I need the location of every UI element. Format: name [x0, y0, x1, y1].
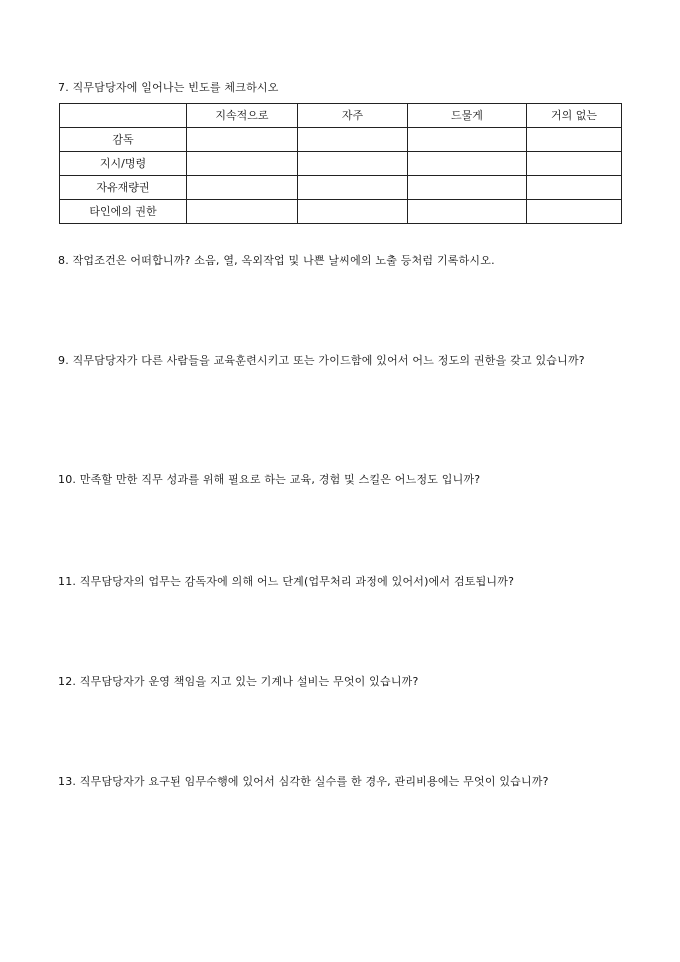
question-8: 8. 작업조건은 어떠합니까? 소음, 열, 옥외작업 및 나쁜 날씨에의 노출 등처럼 기록하시오. [58, 254, 495, 267]
check-cell[interactable] [298, 128, 408, 152]
check-cell[interactable] [527, 200, 622, 224]
header-continuously: 지속적으로 [187, 104, 298, 128]
question-7: 7. 직무담당자에 일어나는 빈도를 체크하시오 [58, 81, 279, 94]
check-cell[interactable] [187, 200, 298, 224]
question-11: 11. 직무담당자의 업무는 감독자에 의해 어느 단계(업무처리 과정에 있어서)에서 검토됩니까? [58, 575, 515, 588]
check-cell[interactable] [187, 176, 298, 200]
check-cell[interactable] [298, 152, 408, 176]
check-cell[interactable] [187, 128, 298, 152]
row-label-instruction: 지시/명령 [60, 152, 187, 176]
table-row [60, 176, 622, 200]
table-row [60, 200, 622, 224]
row-label-discretion: 자유재량권 [60, 176, 187, 200]
table-row [60, 152, 622, 176]
table-row [60, 128, 622, 152]
check-cell[interactable] [408, 200, 527, 224]
check-cell[interactable] [527, 152, 622, 176]
frequency-table [59, 103, 622, 224]
check-cell[interactable] [408, 176, 527, 200]
check-cell[interactable] [527, 176, 622, 200]
check-cell[interactable] [408, 152, 527, 176]
question-13: 13. 직무담당자가 요구된 임무수행에 있어서 심각한 실수를 한 경우, 관리비용에는 무엇이 있습니까? [58, 775, 549, 788]
check-cell[interactable] [408, 128, 527, 152]
header-rarely: 드물게 [408, 104, 527, 128]
question-12: 12. 직무담당자가 운영 책임을 지고 있는 기계나 설비는 무엇이 있습니까? [58, 675, 419, 688]
row-label-authority-over-others: 타인에의 권한 [60, 200, 187, 224]
check-cell[interactable] [187, 152, 298, 176]
check-cell[interactable] [298, 176, 408, 200]
table-header-row [60, 104, 622, 128]
header-often: 자주 [298, 104, 408, 128]
header-almost-never: 거의 없는 [527, 104, 622, 128]
question-10: 10. 만족할 만한 직무 성과를 위해 필요로 하는 교육, 경험 및 스킬은 어느정도 입니까? [58, 473, 481, 486]
check-cell[interactable] [298, 200, 408, 224]
question-9: 9. 직무담당자가 다른 사람들을 교육훈련시키고 또는 가이드함에 있어서 어느 정도의 권한을 갖고 있습니까? [58, 354, 585, 367]
header-blank [60, 104, 187, 128]
check-cell[interactable] [527, 128, 622, 152]
row-label-supervision: 감독 [60, 128, 187, 152]
